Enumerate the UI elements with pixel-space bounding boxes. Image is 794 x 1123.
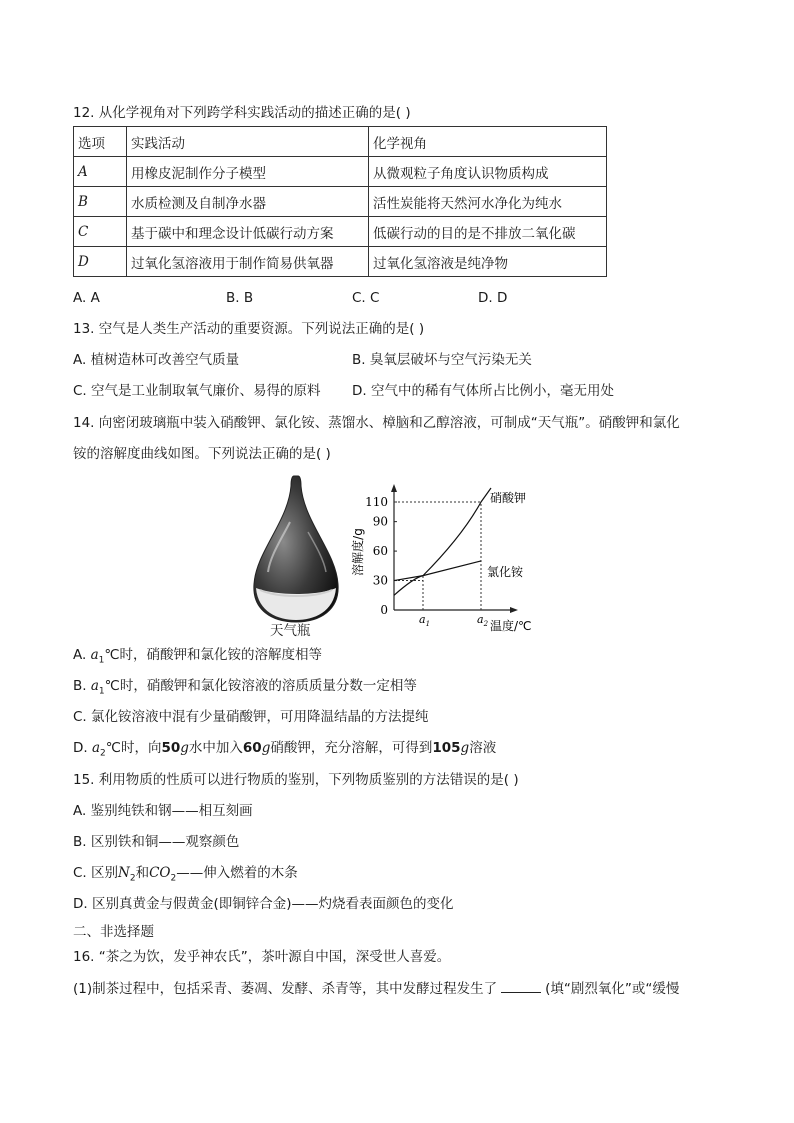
table-cell: 过氧化氢溶液用于制作简易供氧器 xyxy=(127,247,369,277)
q12-option-b: B. B xyxy=(226,290,254,306)
q15-option-c: C. 区别$N_2$和$CO_2——$伸入燃着的木条 xyxy=(73,865,298,884)
table-row xyxy=(74,187,607,217)
q14-option-d: D. $a_2℃$时，向50g水中加入60g硝酸钾，充分溶解，可得到105g溶液 xyxy=(73,740,497,759)
table-cell: A xyxy=(74,157,127,187)
table-row xyxy=(74,157,607,187)
q13-stem: 13. 空气是人类生产活动的重要资源。下列说法正确的是( ) xyxy=(73,321,425,337)
q12-stem: 12. 从化学视角对下列跨学科实践活动的描述正确的是( ) xyxy=(73,105,411,121)
x-tick-label: $a_1$ xyxy=(419,613,431,628)
table-header-row xyxy=(74,127,607,157)
answer-blank[interactable] xyxy=(501,980,541,993)
table-header-cell: 实践活动 xyxy=(127,127,369,157)
q16-stem: 16. “茶之为饮，发乎神农氏”，茶叶源自中国，深受世人喜爱。 xyxy=(73,949,451,965)
y-tick-label: 110 xyxy=(365,495,388,509)
y-axis-label: 溶解度/g xyxy=(351,528,365,576)
y-tick-label: 0 xyxy=(380,603,388,617)
x-axis-arrow xyxy=(510,607,518,613)
table-cell: 从微观粒子角度认识物质构成 xyxy=(369,157,607,187)
q13-option-d: D. 空气中的稀有气体所占比例小，毫无用处 xyxy=(352,383,614,399)
series-line-nh4cl xyxy=(394,561,481,581)
weather-bottle-figure xyxy=(248,472,344,642)
q12-option-c: C. C xyxy=(352,290,380,306)
table-cell: B xyxy=(74,187,127,217)
q14-option-b: B. $a_1℃$时，硝酸钾和氯化铵溶液的溶质质量分数一定相等 xyxy=(73,678,417,697)
table-cell: 基于碳中和理念设计低碳行动方案 xyxy=(127,217,369,247)
q12-option-d: D. D xyxy=(478,290,508,306)
table-cell: 水质检测及自制净水器 xyxy=(127,187,369,217)
table-row xyxy=(74,217,607,247)
table-row xyxy=(74,247,607,277)
q15-stem: 15. 利用物质的性质可以进行物质的鉴别，下列物质鉴别的方法错误的是( ) xyxy=(73,772,519,788)
q14-stem-line1: 14. 向密闭玻璃瓶中装入硝酸钾、氯化铵、蒸馏水、樟脑和乙醇溶液，可制成“天气瓶”。硝酸钾和氯化 xyxy=(73,415,680,431)
y-axis-arrow xyxy=(391,484,397,492)
q13-option-a: A. 植树造林可改善空气质量 xyxy=(73,352,240,368)
q12-option-a: A. A xyxy=(73,290,100,306)
q13-option-c: C. 空气是工业制取氧气廉价、易得的原料 xyxy=(73,383,321,399)
bottle-caption: 天气瓶 xyxy=(270,623,311,639)
table-cell: 活性炭能将天然河水净化为纯水 xyxy=(369,187,607,217)
x-tick-label: $a_2$ xyxy=(477,613,489,628)
section-heading: 二、非选择题 xyxy=(73,924,154,940)
y-tick-label: 30 xyxy=(372,573,388,588)
series-line-kno3 xyxy=(394,488,491,595)
q14-stem-line2: 铵的溶解度曲线如图。下列说法正确的是( ) xyxy=(73,446,331,462)
table-cell: 用橡皮泥制作分子模型 xyxy=(127,157,369,187)
y-tick-label: 90 xyxy=(372,514,388,529)
table-cell: C xyxy=(74,217,127,247)
q14-option-c: C. 氯化铵溶液中混有少量硝酸钾，可用降温结晶的方法提纯 xyxy=(73,709,429,725)
series-label-nh4cl: 氯化铵 xyxy=(487,565,524,579)
q12-table xyxy=(73,126,607,277)
series-label-kno3: 硝酸钾 xyxy=(490,491,527,505)
q14-option-a: A. $a_1℃$时，硝酸钾和氯化铵的溶解度相等 xyxy=(73,647,323,666)
table-cell: 过氧化氢溶液是纯净物 xyxy=(369,247,607,277)
solubility-chart xyxy=(350,480,550,632)
x-axis-label: 温度/℃ xyxy=(490,619,532,632)
table-cell: 低碳行动的目的是不排放二氧化碳 xyxy=(369,217,607,247)
table-cell: D xyxy=(74,247,127,277)
q16-part1: (1)制茶过程中，包括采青、萎凋、发酵、杀青等，其中发酵过程发生了 (填“剧烈氧化”或“缓慢 xyxy=(73,981,680,997)
q13-option-b: B. 臭氧层破坏与空气污染无关 xyxy=(352,352,532,368)
table-header-cell: 化学视角 xyxy=(369,127,607,157)
q15-option-d: D. 区别真黄金与假黄金(即铜锌合金)——灼烧看表面颜色的变化 xyxy=(73,896,454,912)
q15-option-b: B. 区别铁和铜——观察颜色 xyxy=(73,834,240,850)
table-header-cell: 选项 xyxy=(74,127,127,157)
y-tick-label: 60 xyxy=(372,544,388,559)
q15-option-a: A. 鉴别纯铁和钢——相互刻画 xyxy=(73,803,253,819)
